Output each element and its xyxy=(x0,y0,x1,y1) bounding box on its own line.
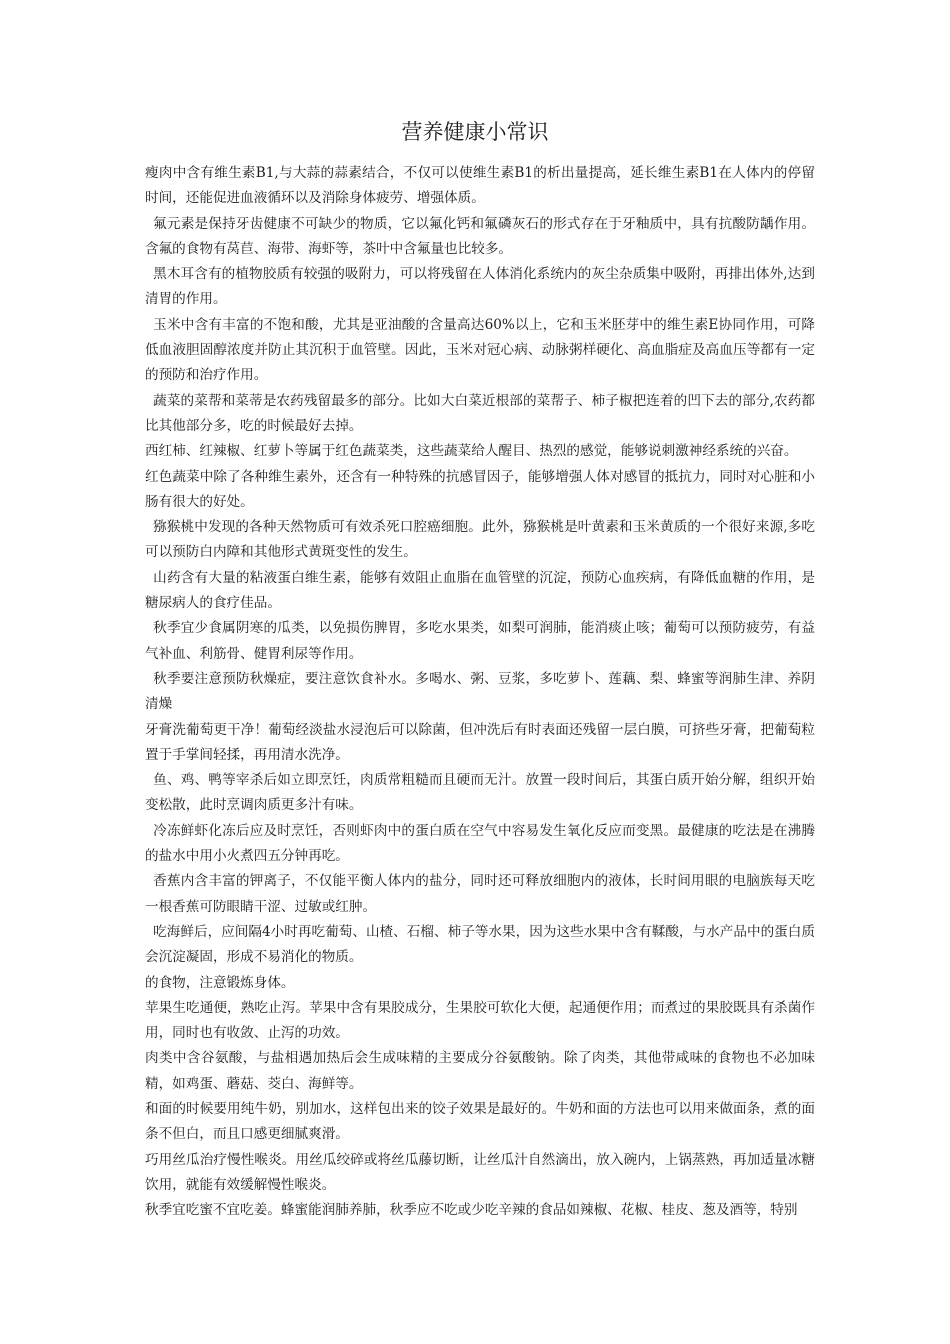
paragraph: 瘦肉中含有维生素B1,与大蒜的蒜素结合，不仅可以使维生素B1的析出量提高，延长维生素B1在人体内的停留时间，还能促进血液循环以及消除身体疲劳、增强体质。 xyxy=(145,165,815,207)
paragraph: 秋季要注意预防秋燥症，要注意饮食补水。多喝水、粥、豆浆，多吃萝卜、莲藕、梨、蜂蜜等润肺生津、养阴清燥 xyxy=(145,670,815,713)
paragraph: 西红柿、红辣椒、红萝卜等属于红色蔬菜类，这些蔬菜给人醒目、热烈的感觉，能够说刺激神经系统的兴奋。 xyxy=(145,443,798,460)
paragraph: 吃海鲜后，应间隔4小时再吃葡萄、山楂、石榴、柿子等水果，因为这些水果中含有鞣酸，与水产品中的蛋白质会沉淀凝固，形成不易消化的物质。 xyxy=(145,923,815,966)
paragraph: 秋季宜吃蜜不宜吃姜。蜂蜜能润肺养肺，秋季应不吃或少吃辛辣的食品如辣椒、花椒、桂皮、葱及酒等，特别 xyxy=(145,1202,798,1219)
paragraph-segment: 用丝瓜绞碎或将丝瓜藤切断，让丝瓜汁自然滴出，放入碗内，上锅蒸熟，再加适量冰糖饮用，就能有效缓解慢性喉炎。 xyxy=(145,1151,816,1193)
paragraph: 牙膏洗葡萄更干净！葡萄经淡盐水浸泡后可以除菌，但冲洗后有时表面还残留一层白膜，可挤些牙膏，把葡萄粒置于手掌间轻揉，再用清水洗净。 xyxy=(145,721,815,763)
paragraph: 蔬菜的菜帮和菜蒂是农药残留最多的部分。比如大白菜近根部的菜帮子、柿子椒把连着的凹下去的部分,农药都比其他部分多，吃的时候最好去掉。 xyxy=(145,392,815,434)
paragraph: 猕猴桃中发现的各种天然物质可有效杀死口腔癌细胞。此外，猕猴桃是叶黄素和玉米黄质的一个很好来源,多吃可以预防白内障和其他形式黄斑变性的发生。 xyxy=(145,519,815,561)
paragraph: 肉类中含谷氨酸，与盐相遇加热后会生成味精的主要成分谷氨酸钠。除了肉类，其他带咸味的食物也不必加味精，如鸡蛋、蘑菇、茭白、海鲜等。 xyxy=(145,1050,815,1092)
paragraph: 玉米中含有丰富的不饱和酸，尤其是亚油酸的含量高达60%以上，它和玉米胚芽中的维生素E协同作用，可降低血液胆固醇浓度并防止其沉积于血管壁。因此，玉米对冠心病、动脉粥样硬化、高血脂症及高血压等都有一定的预防和治疗作用。 xyxy=(145,316,815,384)
page-title: 营养健康小常识 xyxy=(401,120,549,144)
paragraph: 冷冻鲜虾化冻后应及时烹饪，否则虾肉中的蛋白质在空气中容易发生氧化反应而变黑。最健康的吃法是在沸腾的盐水中用小火煮四五分钟再吃。 xyxy=(145,822,815,865)
paragraph: 氟元素是保持牙齿健康不可缺少的物质，它以氟化钙和氟磷灰石的形式存在于牙釉质中，具有抗酸防龋作用。含氟的食物有莴苣、海带、海虾等，茶叶中含氟量也比较多。 xyxy=(145,215,815,257)
paragraph: 黑木耳含有的植物胶质有较强的吸附力，可以将残留在人体消化系统内的灰尘杂质集中吸附，再排出体外,达到清胃的作用。 xyxy=(145,266,815,308)
paragraph-inline xyxy=(145,1148,815,1199)
paragraph-segment: 巧用丝瓜治疗慢性喉炎。 xyxy=(145,1151,296,1168)
paragraph: 山药含有大量的粘液蛋白维生素，能够有效阻止血脂在血管壁的沉淀，预防心血疾病，有降低血糖的作用，是糖尿病人的食疗佳品。 xyxy=(145,569,815,612)
paragraph: 和面的时候要用纯牛奶，别加水，这样包出来的饺子效果是最好的。牛奶和面的方法也可以用来做面条，煮的面条不但白，而且口感更细腻爽滑。 xyxy=(145,1100,815,1143)
paragraph: 苹果生吃通便，熟吃止泻。苹果中含有果胶成分，生果胶可软化大便，起通便作用；而煮过的果胶既具有杀菌作用，同时也有收敛、止泻的功效。 xyxy=(145,999,815,1042)
paragraph: 红色蔬菜中除了各种维生素外，还含有一种特殊的抗感冒因子，能够增强人体对感冒的抵抗力，同时对心脏和小肠有很大的好处。 xyxy=(145,468,815,510)
paragraph: 秋季宜少食属阴寒的瓜类，以免损伤脾胃，多吃水果类，如梨可润肺，能消痰止咳；葡萄可以预防疲劳，有益气补血、利筋骨、健胃利尿等作用。 xyxy=(145,620,815,662)
article-body xyxy=(145,161,815,1223)
paragraph: 香蕉内含丰富的钾离子，不仅能平衡人体内的盐分，同时还可释放细胞内的液体，长时间用眼的电脑族每天吃一根香蕉可防眼睛干涩、过敏或红肿。 xyxy=(145,873,815,915)
paragraph: 鱼、鸡、鸭等宰杀后如立即烹饪，肉质常粗糙而且硬而无汁。放置一段时间后，其蛋白质开始分解，组织开始变松散，此时烹调肉质更多汁有味。 xyxy=(145,772,815,814)
paragraph: 的食物，注意锻炼身体。 xyxy=(145,974,295,991)
